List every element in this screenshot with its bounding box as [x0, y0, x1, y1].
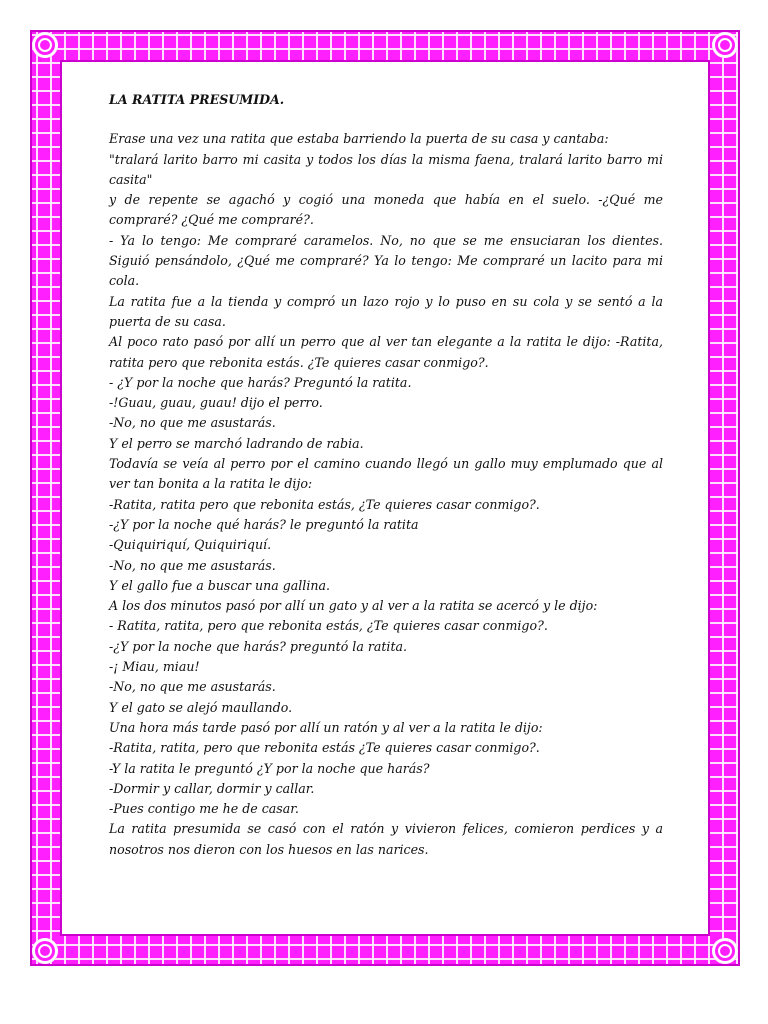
paragraph: -!Guau, guau, guau! dijo el perro.	[109, 395, 323, 411]
paragraph: Una hora más tarde pasó por allí un ratón y al ver a la ratita le dijo:	[109, 719, 543, 735]
document-page	[60, 60, 710, 936]
corner-ornament-bottom-right	[712, 938, 738, 964]
paragraph: -Ratita, ratita, pero que rebonita estás ¿Te quieres casar conmigo?.	[109, 740, 540, 756]
paragraph: Al poco rato pasó por allí un perro que al ver tan elegante a la ratita le dijo: -Ratita, ratita pero que rebonita estás. ¿Te quieres casar conmigo?.	[109, 334, 663, 370]
paragraph: -No, no que me asustarás.	[109, 679, 276, 695]
corner-ornament-top-left	[32, 32, 58, 58]
paragraph: -No, no que me asustarás.	[109, 557, 276, 573]
paragraph: Erase una vez una ratita que estaba barriendo la puerta de su casa y cantaba:	[109, 131, 609, 147]
corner-ornament-top-right	[712, 32, 738, 58]
paragraph: -Dormir y callar, dormir y callar.	[109, 780, 315, 796]
paragraph: Todavía se veía al perro por el camino cuando llegó un gallo muy emplumado que al ver tan bonita a la ratita le dijo:	[109, 456, 663, 492]
document-title: LA RATITA PRESUMIDA.	[109, 92, 285, 107]
paragraph: y de repente se agachó y cogió una moneda que había en el suelo. -¿Qué me compraré? ¿Qué me compraré?.	[109, 192, 663, 228]
paragraph: - Ratita, ratita, pero que rebonita estás, ¿Te quieres casar conmigo?.	[109, 618, 548, 634]
paragraph: Y el gato se alejó maullando.	[109, 699, 293, 715]
paragraph: -¿Y por la noche qué harás? le preguntó la ratita	[109, 516, 419, 532]
paragraph: "tralará larito barro mi casita y todos los días la misma faena, tralará larito barro mi casita"	[109, 151, 663, 187]
paragraph: -Pues contigo me he de casar.	[109, 801, 299, 817]
corner-ornament-bottom-left	[32, 938, 58, 964]
paragraph: - Ya lo tengo: Me compraré caramelos. No, no que se me ensuciaran los dientes. Siguió pensándolo, ¿Qué me compraré? Ya lo tengo: Me compraré un lacito para mi cola.	[109, 232, 663, 289]
paragraph: -Quiquiriquí, Quiquiriquí.	[109, 537, 272, 553]
paragraph: -¿Y por la noche que harás? preguntó la ratita.	[109, 638, 408, 654]
paragraph: La ratita presumida se casó con el ratón y vivieron felices, comieron perdices y a nosotros nos dieron con los huesos en las narices.	[109, 821, 663, 857]
paragraph: La ratita fue a la tienda y compró un lazo rojo y lo puso en su cola y se sentó a la puerta de su casa.	[109, 293, 663, 329]
paragraph: -No, no que me asustarás.	[109, 415, 276, 431]
paragraph: -Ratita, ratita pero que rebonita estás, ¿Te quieres casar conmigo?.	[109, 496, 540, 512]
paragraph: Y el perro se marchó ladrando de rabia.	[109, 435, 364, 451]
paragraph: - ¿Y por la noche que harás? Preguntó la ratita.	[109, 374, 412, 390]
paragraph: A los dos minutos pasó por allí un gato y al ver a la ratita se acercó y le dijo:	[109, 598, 598, 614]
paragraph: Y el gallo fue a buscar una gallina.	[109, 577, 330, 593]
paragraph: -Y la ratita le preguntó ¿Y por la noche que harás?	[109, 760, 430, 776]
paragraph: -¡ Miau, miau!	[109, 659, 200, 675]
story-text	[109, 90, 663, 860]
